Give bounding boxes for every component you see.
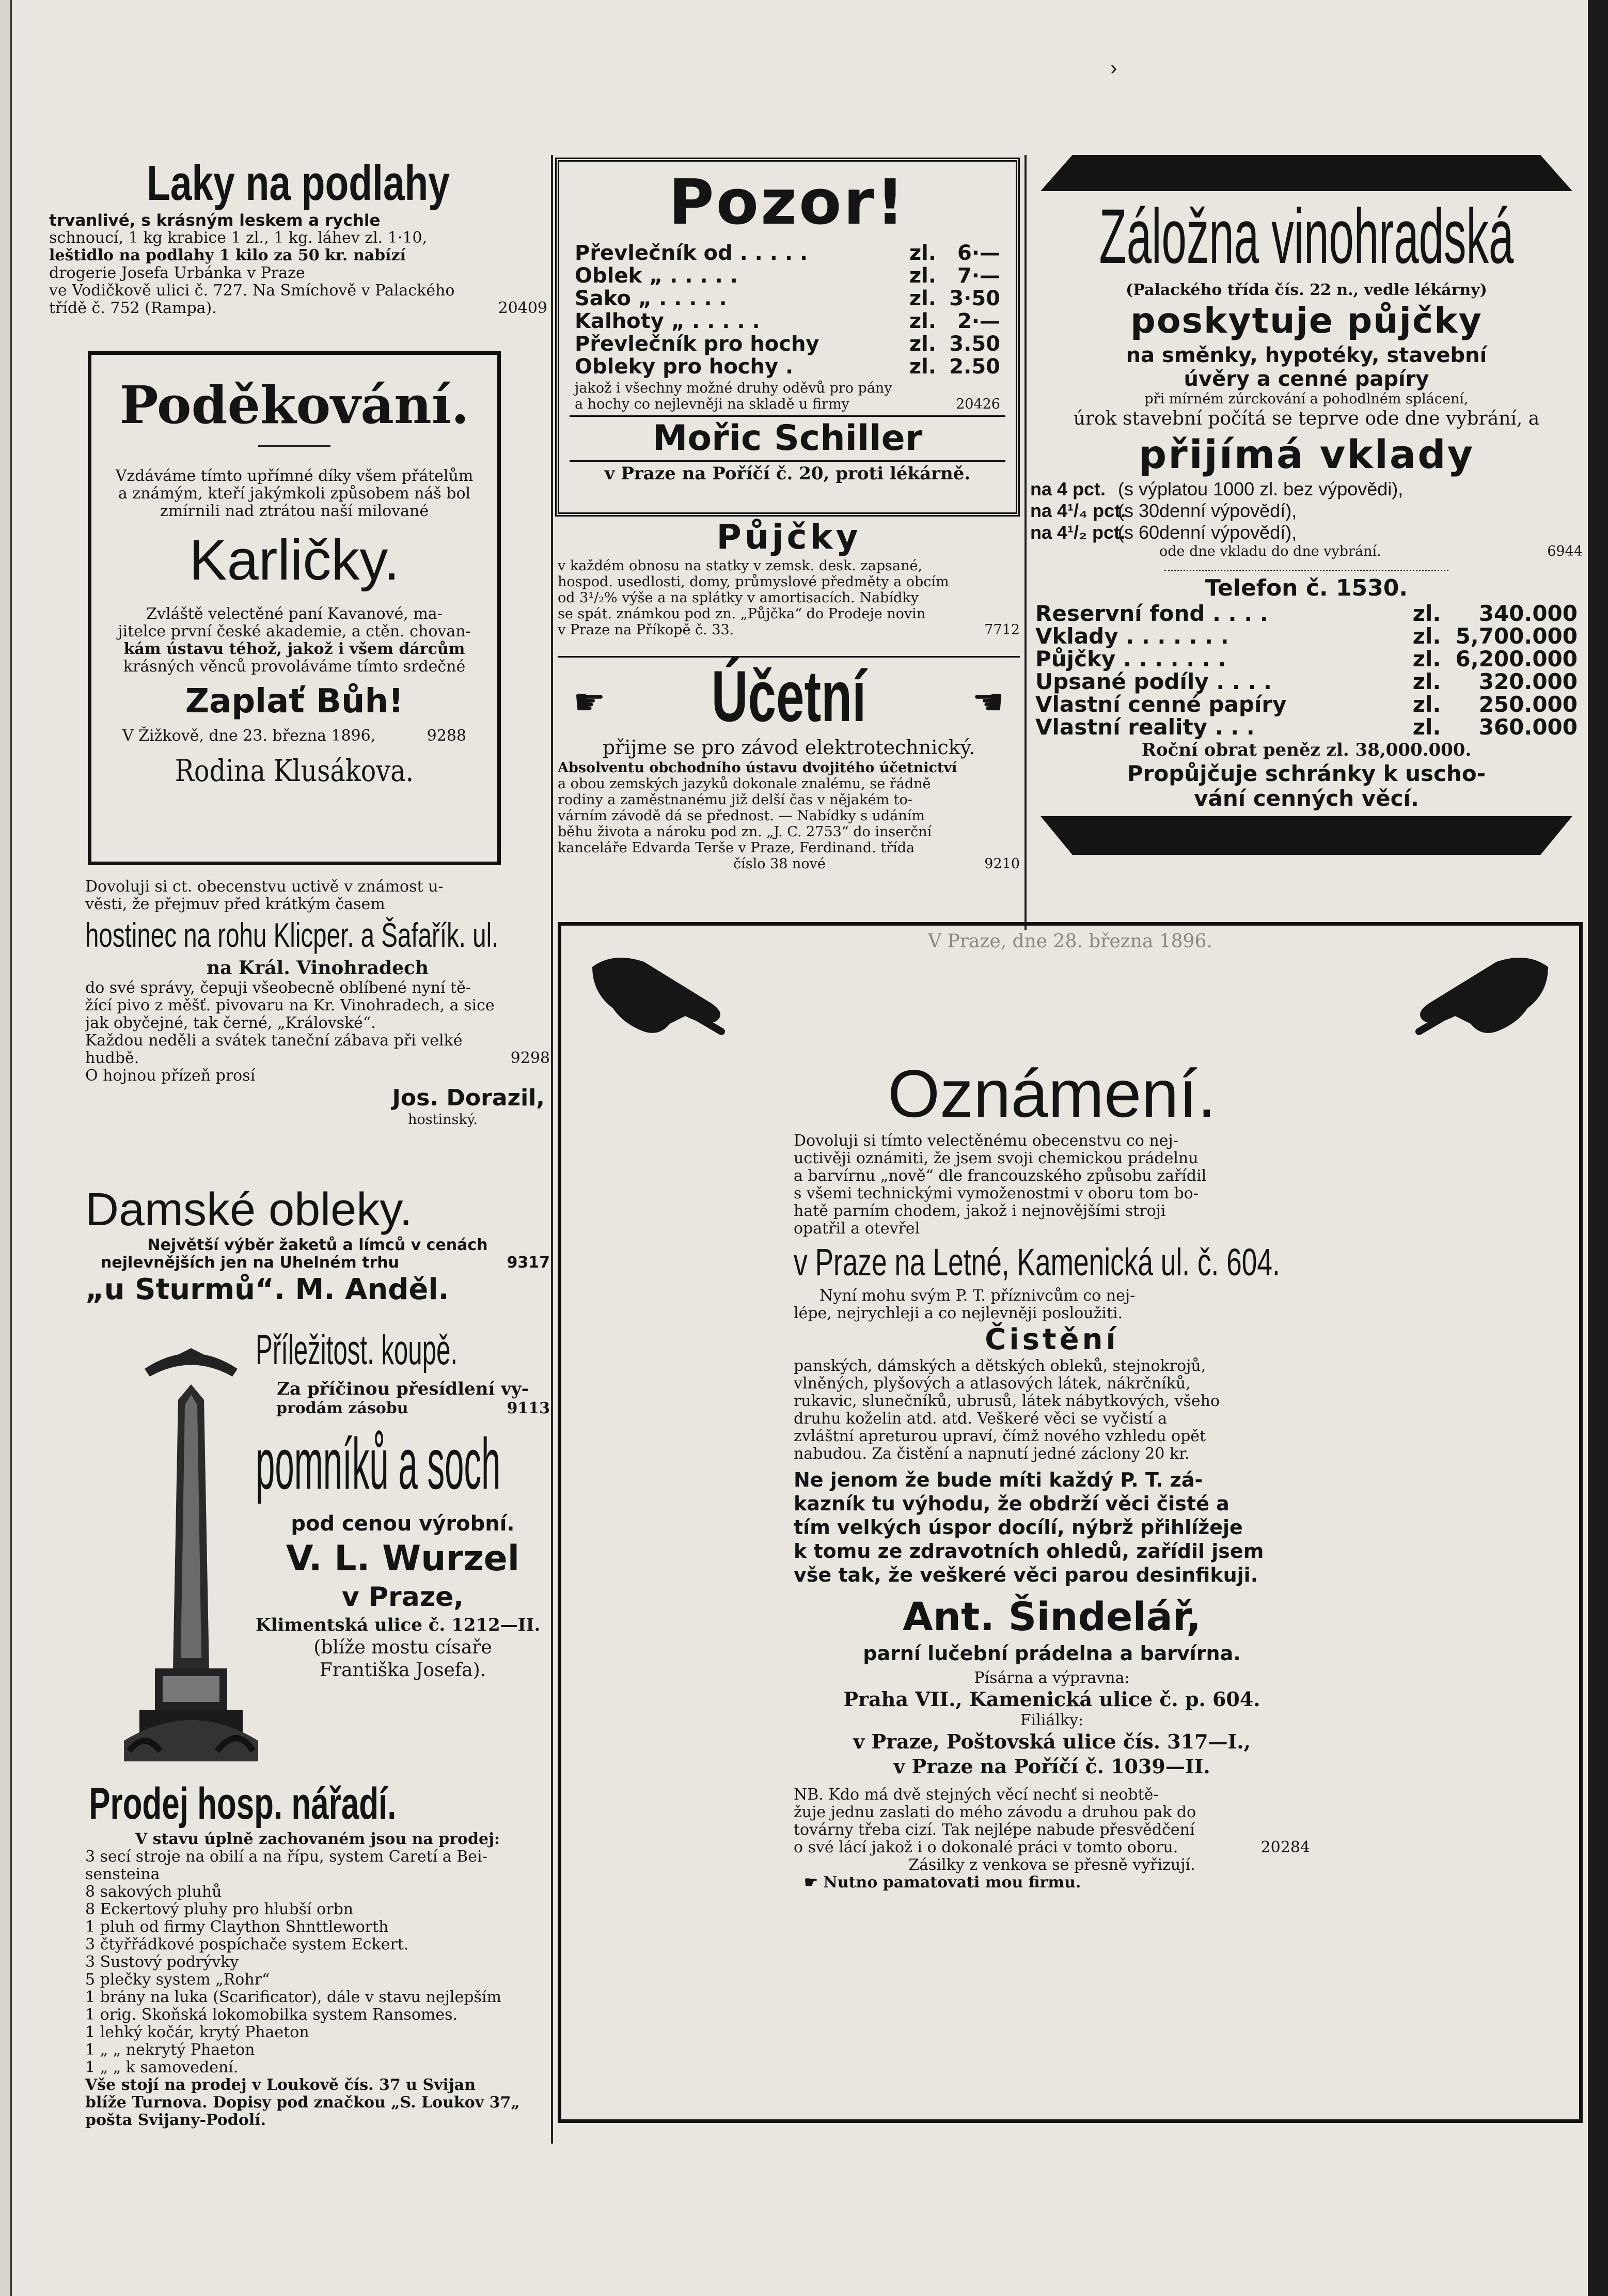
pozor-dots: „ . . . . . bbox=[638, 287, 727, 310]
pozor-price: 3.50 bbox=[949, 332, 1000, 356]
pozor-currency: zl. bbox=[909, 264, 937, 288]
podekovani-place: V Žižkově, dne 23. března 1896, bbox=[122, 727, 376, 745]
zalozna-schr-1: Propůjčuje schránky k uscho- bbox=[1127, 761, 1486, 786]
prodej-item: 8 sakových pluhů bbox=[85, 1883, 222, 1901]
pozor-item: Oblek bbox=[575, 264, 642, 288]
podekovani-z2: jitelce první české akademie, a ctěn. chovan- bbox=[118, 622, 471, 641]
right-page-edge bbox=[1588, 0, 1608, 2296]
prilezitost-l3: pod cenou výrobní. bbox=[291, 1512, 515, 1536]
zalozna-stat-value: 320.000 bbox=[1478, 669, 1578, 694]
prilezitost-addr: Klimentská ulice č. 1212—II. bbox=[256, 1615, 541, 1635]
oznameni-nb-line: o své lácí jakož i o dokonalé práci v tomto oboru. bbox=[794, 1838, 1178, 1856]
oznameni-firma: Nutno pamatovati mou firmu. bbox=[823, 1873, 1081, 1892]
zalozna-stat-currency: zl. bbox=[1412, 669, 1441, 694]
oznameni-nb-line: žuje jednu zaslati do mého závodu a druhou pak do bbox=[794, 1803, 1196, 1821]
zalozna-stat-value: 360.000 bbox=[1478, 714, 1578, 740]
oznameni-p4-line: kazník tu výhodu, že obdrží věci čisté a bbox=[794, 1492, 1229, 1515]
pozor-note-2: a hochy co nejlevněji na skladě u firmy bbox=[575, 396, 849, 412]
ucetni-sub: přijme se pro závod elektrotechnický. bbox=[602, 736, 975, 759]
oznameni-p4-line: tím velkých úspor docílí, nýbrž přihlížeje bbox=[794, 1516, 1243, 1539]
podekovani-z1: Zvláště velectěné paní Kavanové, ma- bbox=[146, 605, 443, 623]
zalozna-stat-value: 6,200.000 bbox=[1455, 646, 1578, 671]
zalozna-top-banner bbox=[1041, 155, 1572, 191]
pozor-price: 6·— bbox=[957, 241, 1000, 265]
ad-pozor bbox=[555, 158, 1020, 517]
pujcky-line-2: hospod. usedlosti, domy, průmyslové předměty a obcím bbox=[558, 574, 949, 590]
prilezitost-l1: Za příčinou přesídlení vy- bbox=[277, 1379, 529, 1399]
pujcky-title: Půjčky bbox=[716, 517, 861, 557]
prilezitost-number: 9113 bbox=[507, 1399, 550, 1417]
zalozna-stat-label: Vlastní reality bbox=[1035, 714, 1208, 740]
prodej-item: 1 „ „ k samovedení. bbox=[85, 2058, 239, 2076]
zalozna-l3: při mírném zúrckování a pohodlném splácení, bbox=[1144, 391, 1469, 407]
podekovani-number: 9288 bbox=[427, 727, 466, 745]
ad-hostinec bbox=[85, 878, 550, 1188]
hostinec-sub: na Král. Vinohradech bbox=[206, 957, 429, 979]
pozor-number: 20426 bbox=[956, 396, 1000, 412]
zalozna-tel: Telefon č. 1530. bbox=[1205, 575, 1408, 601]
hostinec-b3: jak obyčejné, tak černé, „Královské“. bbox=[85, 1014, 376, 1032]
prodej-item: 3 secí stroje na obilí a na řípu, system Caretí a Bei- bbox=[85, 1848, 487, 1866]
laky-line-6: třídě č. 752 (Rampa). bbox=[49, 299, 217, 317]
oznameni-pisarna: Písárna a výpravna: bbox=[974, 1669, 1130, 1687]
prodej-title: Prodej hosp. nářadí. bbox=[89, 1779, 397, 1829]
zalozna-stat-currency: zl. bbox=[1412, 714, 1441, 740]
pozor-currency: zl. bbox=[909, 355, 937, 379]
laky-title: Laky na podlahy bbox=[147, 155, 450, 211]
zalozna-rate-1: na 4 pct. bbox=[1030, 478, 1106, 499]
zalozna-stat-dots: . . . . . . . bbox=[1123, 646, 1226, 671]
pointing-hand-left-icon: ☛ bbox=[573, 681, 606, 723]
pozor-row bbox=[575, 333, 1000, 355]
ad-oznameni bbox=[558, 922, 1583, 2123]
prodej-item: 5 plečky system „Rohr“ bbox=[85, 1971, 270, 1989]
prilezitost-title: Příležitost. koupě. bbox=[256, 1326, 458, 1373]
podekovani-name: Karličky. bbox=[189, 528, 400, 592]
oznameni-p4-line: k tomu ze zdravotních ohledů, zařídil jsem bbox=[794, 1540, 1264, 1563]
zalozna-stat-row bbox=[1035, 670, 1578, 693]
monument-illustration bbox=[114, 1338, 269, 1772]
zalozna-stat-label: Vlastní cenné papíry bbox=[1035, 692, 1287, 717]
zalozna-stat-value: 250.000 bbox=[1478, 692, 1578, 717]
ucetni-line-2: a obou zemských jazyků dokonale znalému, se řádně bbox=[558, 776, 931, 792]
oznameni-pisarna-addr: Praha VII., Kamenická ulice č. p. 604. bbox=[843, 1688, 1260, 1711]
zalozna-ornament bbox=[1164, 563, 1448, 571]
ad-laky bbox=[49, 155, 547, 341]
pozor-firm: Mořic Schiller bbox=[570, 415, 1005, 462]
pujcky-line-1: v každém obnosu na statky v zemsk. desk. zapsané, bbox=[558, 558, 923, 574]
damske-title: Damské obleky. bbox=[85, 1184, 413, 1236]
prodej-item: 3 Sustový podrývky bbox=[85, 1953, 239, 1971]
oznameni-filialka-2: v Praze na Poříčí č. 1039—II. bbox=[893, 1755, 1210, 1778]
pujcky-line-4: se spát. známkou pod zn. „Půjčka“ do Prodeje novin bbox=[558, 606, 926, 622]
ucetni-title: Účetní bbox=[711, 656, 866, 737]
pozor-title: Pozor! bbox=[668, 167, 907, 239]
prodej-item: 1 brány na luka (Scarificator), dále v stavu nejlepším bbox=[85, 1988, 501, 2006]
oznameni-filialka-1: v Praze, Poštovská ulice čís. 317—I., bbox=[853, 1730, 1251, 1753]
pozor-currency: zl. bbox=[909, 309, 937, 333]
pozor-price: 2.50 bbox=[949, 355, 1000, 379]
damske-number: 9317 bbox=[507, 1254, 550, 1272]
oznameni-nb-line: továrny třeba cizí. Tak nejlépe nabude přesvědčení bbox=[794, 1821, 1195, 1839]
oznameni-p1-line: uctivěji oznámiti, že jsem svoji chemickou prádelnu bbox=[794, 1149, 1199, 1167]
pozor-price: 7·— bbox=[957, 264, 1000, 288]
oznameni-p4-line: Ne jenom že bude míti každý P. T. zá- bbox=[794, 1469, 1203, 1491]
pujcky-line-3: od 3¹/₂% výše a na splátky v amortisacích. Nabídky bbox=[558, 590, 919, 606]
pozor-item: Kalhoty bbox=[575, 309, 664, 333]
hostinec-b5: hudbě. bbox=[85, 1049, 139, 1067]
hostinec-b2: žící pivo z měšť. pivovaru na Kr. Vinohradech, a sice bbox=[85, 996, 495, 1014]
ucetni-line-5: běhu života a nároku pod zn. „J. C. 2753“ do inserční bbox=[558, 824, 932, 840]
oznameni-p1-line: Dovoluji si tímto velectěnému obecenstvu co nej- bbox=[794, 1132, 1178, 1150]
zalozna-bottom-banner bbox=[1041, 816, 1572, 855]
pozor-addr: v Praze na Poříčí č. 20, proti lékárně. bbox=[604, 463, 971, 484]
oznameni-p3-line: rukavic, slunečníků, ubrusů, látek nábytkových, všeho bbox=[794, 1392, 1220, 1410]
prodej-item: 1 lehký kočár, krytý Phaeton bbox=[85, 2023, 309, 2041]
pozor-note-1: jakož i všechny možné druhy oděvů pro pány bbox=[575, 380, 892, 396]
laky-number: 20409 bbox=[498, 299, 547, 317]
zalozna-rate-2: na 4¹/₄ pct. bbox=[1030, 500, 1126, 521]
laky-line-2: schnoucí, 1 kg krabice 1 zl., 1 kg. láhev zl. 1·10, bbox=[49, 229, 428, 247]
ucetni-line-3: rodiny a zaměstnanému již delší čas v nějakém to- bbox=[558, 792, 912, 808]
zalozna-prijima: přijímá vklady bbox=[1138, 431, 1475, 477]
zalozna-stat-currency: zl. bbox=[1412, 646, 1441, 671]
zalozna-stat-dots: . . . . . . . bbox=[1126, 623, 1229, 649]
pujcky-line-5: v Praze na Příkopě č. 33. bbox=[558, 622, 734, 638]
prodej-intro: V stavu úplně zachovaném jsou na prodej: bbox=[135, 1830, 500, 1848]
zalozna-stat-currency: zl. bbox=[1412, 692, 1441, 717]
margin-mark: › bbox=[1110, 57, 1117, 80]
zalozna-stat-value: 5,700.000 bbox=[1455, 623, 1578, 649]
prilezitost-big: pomníků a soch bbox=[256, 1423, 501, 1504]
zalozna-stat-row bbox=[1035, 602, 1578, 625]
hostinec-line-1: Dovoluji si ct. obecenstvu uctivě v známost u- bbox=[85, 878, 444, 896]
oznameni-title: Oznámení. bbox=[888, 1056, 1216, 1131]
podekovani-divider bbox=[258, 445, 330, 447]
zalozna-rate-1-note: (s výplatou 1000 zl. bez výpovědi), bbox=[1118, 478, 1404, 499]
podekovani-sign: Rodina Klusákova. bbox=[175, 753, 414, 788]
podekovani-zaplat: Zaplať Bůh! bbox=[185, 682, 404, 721]
podekovani-text-3: zmírnili nad ztrátou naší milované bbox=[160, 502, 429, 520]
pozor-currency: zl. bbox=[909, 332, 937, 356]
podekovani-text-1: Vzdáváme tímto upřímné díky všem přátelům bbox=[115, 467, 474, 485]
zalozna-stat-value: 340.000 bbox=[1478, 601, 1578, 626]
pozor-price: 3·50 bbox=[949, 287, 1000, 310]
ucetni-line-7: číslo 38 nové bbox=[733, 856, 826, 872]
ucetni-line-1: Absolventu obchodního ústavu dvojitého účetnictví bbox=[558, 760, 957, 776]
ad-ucetni bbox=[558, 656, 1020, 919]
zalozna-title: Záložna vinohradská bbox=[1099, 193, 1514, 279]
oznameni-p4-line: vše tak, že veškeré věci parou desinfikuji. bbox=[794, 1564, 1258, 1586]
ad-prodej bbox=[85, 1777, 550, 2149]
oznameni-p3-line: nabudou. Za čistění a napnutí jedné záclony 20 kr. bbox=[794, 1445, 1190, 1463]
damske-line-1: Největší výběr žaketů a límců v cenách bbox=[147, 1236, 488, 1254]
pozor-dots: „ . . . . . bbox=[671, 309, 760, 333]
hostinec-b6: O hojnou přízeň prosí bbox=[85, 1067, 256, 1085]
prodej-end-3: pošta Svijany-Podolí. bbox=[85, 2111, 266, 2129]
zalozna-l2: úvěry a cenné papíry bbox=[1184, 367, 1429, 391]
hostinec-b4: Každou neděli a svátek taneční zábava při velké bbox=[85, 1032, 463, 1050]
laky-line-1: trvanlivé, s krásným leskem a rychle bbox=[49, 211, 381, 230]
pujcky-number: 7712 bbox=[984, 622, 1020, 638]
hostinec-sign: Jos. Dorazil, bbox=[392, 1085, 545, 1111]
podekovani-title: Poděkování. bbox=[119, 374, 469, 435]
pointing-hand-left-icon bbox=[1404, 946, 1558, 1039]
zalozna-stat-currency: zl. bbox=[1412, 623, 1441, 649]
hostinec-title: hostinec na rohu Klicper. a Šafařík. ul. bbox=[85, 916, 499, 954]
zalozna-stat-label: Vklady bbox=[1035, 623, 1118, 649]
prilezitost-near2: Františka Josefa). bbox=[319, 1660, 486, 1681]
laky-line-5: ve Vodičkově ulici č. 727. Na Smíchově v Palackého bbox=[49, 282, 455, 300]
oznameni-p2-b: lépe, nejrychleji a co nejlevněji posloužiti. bbox=[794, 1304, 1123, 1322]
oznameni-addr: v Praze na Letné, Kamenická ul. č. 604. bbox=[794, 1241, 1280, 1284]
zalozna-rate-2-note: (s 30denní výpovědí), bbox=[1118, 500, 1297, 521]
zalozna-number: 6944 bbox=[1547, 543, 1583, 559]
ad-podekovani bbox=[88, 351, 501, 865]
oznameni-p3-line: zvláštní apreturou upraví, čímž nového vzhledu opět bbox=[794, 1427, 1206, 1445]
podekovani-text-2: a známým, kteří jakýmkoli způsobem náš bol bbox=[118, 485, 471, 503]
ad-damske bbox=[85, 1183, 550, 1317]
pozor-row bbox=[575, 242, 1000, 264]
zalozna-stat-label: Půjčky bbox=[1035, 646, 1116, 671]
prodej-item: 1 orig. Skoňská lokomobilka system Ransomes. bbox=[85, 2006, 458, 2024]
zalozna-stat-row bbox=[1035, 625, 1578, 648]
pozor-price: 2·— bbox=[957, 309, 1000, 333]
oznameni-p1-line: hatě parním chodem, jakož i nejnovějšími stroji bbox=[794, 1202, 1166, 1220]
laky-line-3: leštidlo na podlahy 1 kilo za 50 kr. nabízí bbox=[49, 246, 406, 264]
zalozna-rate-3: na 4¹/₂ pct. bbox=[1030, 522, 1126, 543]
zalozna-stats bbox=[1030, 602, 1583, 739]
pozor-dots: . . . . . bbox=[739, 241, 808, 265]
zalozna-stat-currency: zl. bbox=[1412, 601, 1441, 626]
pozor-currency: zl. bbox=[909, 287, 937, 310]
pozor-item: Sako bbox=[575, 287, 631, 310]
hostinec-line-2: věsti, že přejmuv před krátkým časem bbox=[85, 895, 385, 913]
oznameni-nb-line: NB. Kdo má dvě stejných věcí nechť si neobtě- bbox=[794, 1786, 1159, 1804]
zalozna-addr: (Palackého třída čís. 22 n., vedle lékárny) bbox=[1126, 281, 1487, 299]
zalozna-rate-4: ode dne vkladu do dne vybrání. bbox=[1159, 543, 1381, 559]
podekovani-z3: kám ústavu téhož, jakož i všem dárcům bbox=[123, 640, 465, 658]
zalozna-rate-3-note: (s 60denní výpovědí), bbox=[1118, 522, 1297, 543]
damske-line-2: nejlevnějších jen na Uhelném trhu bbox=[101, 1254, 399, 1272]
zalozna-stat-row bbox=[1035, 648, 1578, 670]
pozor-currency: zl. bbox=[909, 241, 937, 265]
oznameni-signsub: parní lučební prádelna a barvírna. bbox=[863, 1642, 1241, 1665]
column-rule-1 bbox=[551, 155, 553, 2144]
oznameni-bleed-through: V Praze, dne 28. března 1896. bbox=[928, 931, 1212, 952]
prilezitost-city: v Praze, bbox=[341, 1582, 464, 1613]
zalozna-schr-2: vání cenných věcí. bbox=[1194, 786, 1419, 811]
oznameni-p1-line: s všemi technickými vymoženostmi v oboru tom bo- bbox=[794, 1184, 1199, 1202]
oznameni-sign: Ant. Šindelář, bbox=[903, 1594, 1201, 1639]
pozor-row bbox=[575, 264, 1000, 287]
prodej-item: 1 „ „ nekrytý Phaeton bbox=[85, 2041, 255, 2059]
prodej-item: 1 pluh od firmy Claython Shnttleworth bbox=[85, 1918, 389, 1936]
zalozna-stat-row bbox=[1035, 716, 1578, 739]
zalozna-posk: poskytuje půjčky bbox=[1130, 301, 1483, 341]
oznameni-cisteni: Čistění bbox=[985, 1323, 1119, 1356]
hostinec-role: hostinský. bbox=[408, 1112, 478, 1128]
oznameni-p3-line: panských, dámských a dětských obleků, stejnokrojů, bbox=[794, 1357, 1206, 1375]
pointing-hand-right-icon bbox=[582, 946, 737, 1039]
pozor-row bbox=[575, 355, 1000, 378]
oznameni-p3-line: druhu koželin atd. atd. Veškeré věci se vyčistí a bbox=[794, 1410, 1168, 1428]
oznameni-p2-a: Nyní mohu svým P. T. příznivcům co nej- bbox=[819, 1287, 1136, 1305]
ucetni-line-4: várním závodě dá se přednost. — Nabídky s udáním bbox=[558, 808, 925, 824]
pointing-hand-right-icon: ☚ bbox=[972, 681, 1004, 723]
pozor-dots: „ . . . . . bbox=[649, 264, 738, 288]
zalozna-stat-label: Upsané podíly bbox=[1035, 669, 1209, 694]
prodej-item: 8 Eckertový pluhy pro hlubší orbn bbox=[85, 1900, 354, 1918]
zalozna-l1: na směnky, hypotéky, stavební bbox=[1126, 343, 1487, 367]
laky-line-4: drogerie Josefa Urbánka v Praze bbox=[49, 264, 305, 282]
oznameni-filialky: Filiálky: bbox=[1020, 1711, 1084, 1729]
zalozna-stat-dots: . . . bbox=[1215, 714, 1255, 740]
prilezitost-near1: (blíže mostu císaře bbox=[313, 1637, 492, 1658]
oznameni-number: 20284 bbox=[1260, 1838, 1310, 1856]
pozor-price-list bbox=[559, 242, 1016, 412]
pozor-item: Převlečník od bbox=[575, 241, 733, 265]
hostinec-b1: do své správy, čepuji všeobecně oblíbené nyní tě- bbox=[85, 979, 471, 997]
oznameni-p1-line: opatřil a otevřel bbox=[794, 1220, 920, 1238]
ucetni-line-6: kanceláře Edvarda Terše v Praze, Ferdinand. třída bbox=[558, 840, 915, 856]
pozor-dots: . bbox=[785, 355, 794, 379]
zalozna-obrat: Roční obrat peněz zl. 38,000.000. bbox=[1141, 740, 1472, 760]
zalozna-l4: úrok stavební počítá se teprve ode dne vybrání, a bbox=[1073, 408, 1540, 429]
oznameni-p3-line: vlněných, plyšových a atlasových látek, nákrčníků, bbox=[794, 1375, 1191, 1393]
damske-firm: „u Sturmů“. M. Anděl. bbox=[85, 1273, 449, 1306]
prodej-item-list bbox=[85, 1848, 550, 2076]
column-rule-2 bbox=[1024, 155, 1027, 930]
hostinec-number: 9298 bbox=[510, 1049, 550, 1067]
pozor-row bbox=[575, 310, 1000, 333]
zalozna-stat-label: Reservní fond bbox=[1035, 601, 1205, 626]
prodej-end-1: Vše stojí na prodej v Loukově čís. 37 u Svijan bbox=[85, 2076, 476, 2094]
prilezitost-l2: prodám zásobu bbox=[276, 1399, 408, 1417]
pozor-item: Obleky pro hochy bbox=[575, 355, 779, 379]
prodej-end-2: blíže Turnova. Dopisy pod značkou „S. Loukov 37„ bbox=[85, 2094, 520, 2112]
zalozna-stat-row bbox=[1035, 693, 1578, 716]
zalozna-stat-dots: . . . . bbox=[1216, 669, 1272, 694]
zalozna-stat-dots: . . . . bbox=[1212, 601, 1268, 626]
prodej-item: 3 čtyřřádkové pospíchače system Eckert. bbox=[85, 1935, 409, 1954]
prilezitost-firm: V. L. Wurzel bbox=[286, 1538, 520, 1579]
oznameni-p1-line: a barvírnu „nově“ dle francouzského způsobu zařídil bbox=[794, 1167, 1207, 1185]
ucetni-number: 9210 bbox=[984, 856, 1020, 872]
podekovani-z4: krásných věnců provoláváme tímto srdečné bbox=[123, 658, 466, 676]
ad-pujcky bbox=[558, 517, 1020, 656]
pointing-hand-small-icon: ☛ bbox=[804, 1873, 824, 1892]
ad-prilezitost bbox=[85, 1322, 550, 1777]
ad-zalozna bbox=[1030, 155, 1583, 930]
left-page-edge bbox=[0, 0, 12, 2296]
prodej-item: sensteina bbox=[85, 1865, 160, 1883]
pozor-row bbox=[575, 287, 1000, 310]
pozor-item: Převlečník pro hochy bbox=[575, 332, 819, 356]
oznameni-zasilky: Zásilky z venkova se přesně vyřizují. bbox=[908, 1856, 1195, 1874]
